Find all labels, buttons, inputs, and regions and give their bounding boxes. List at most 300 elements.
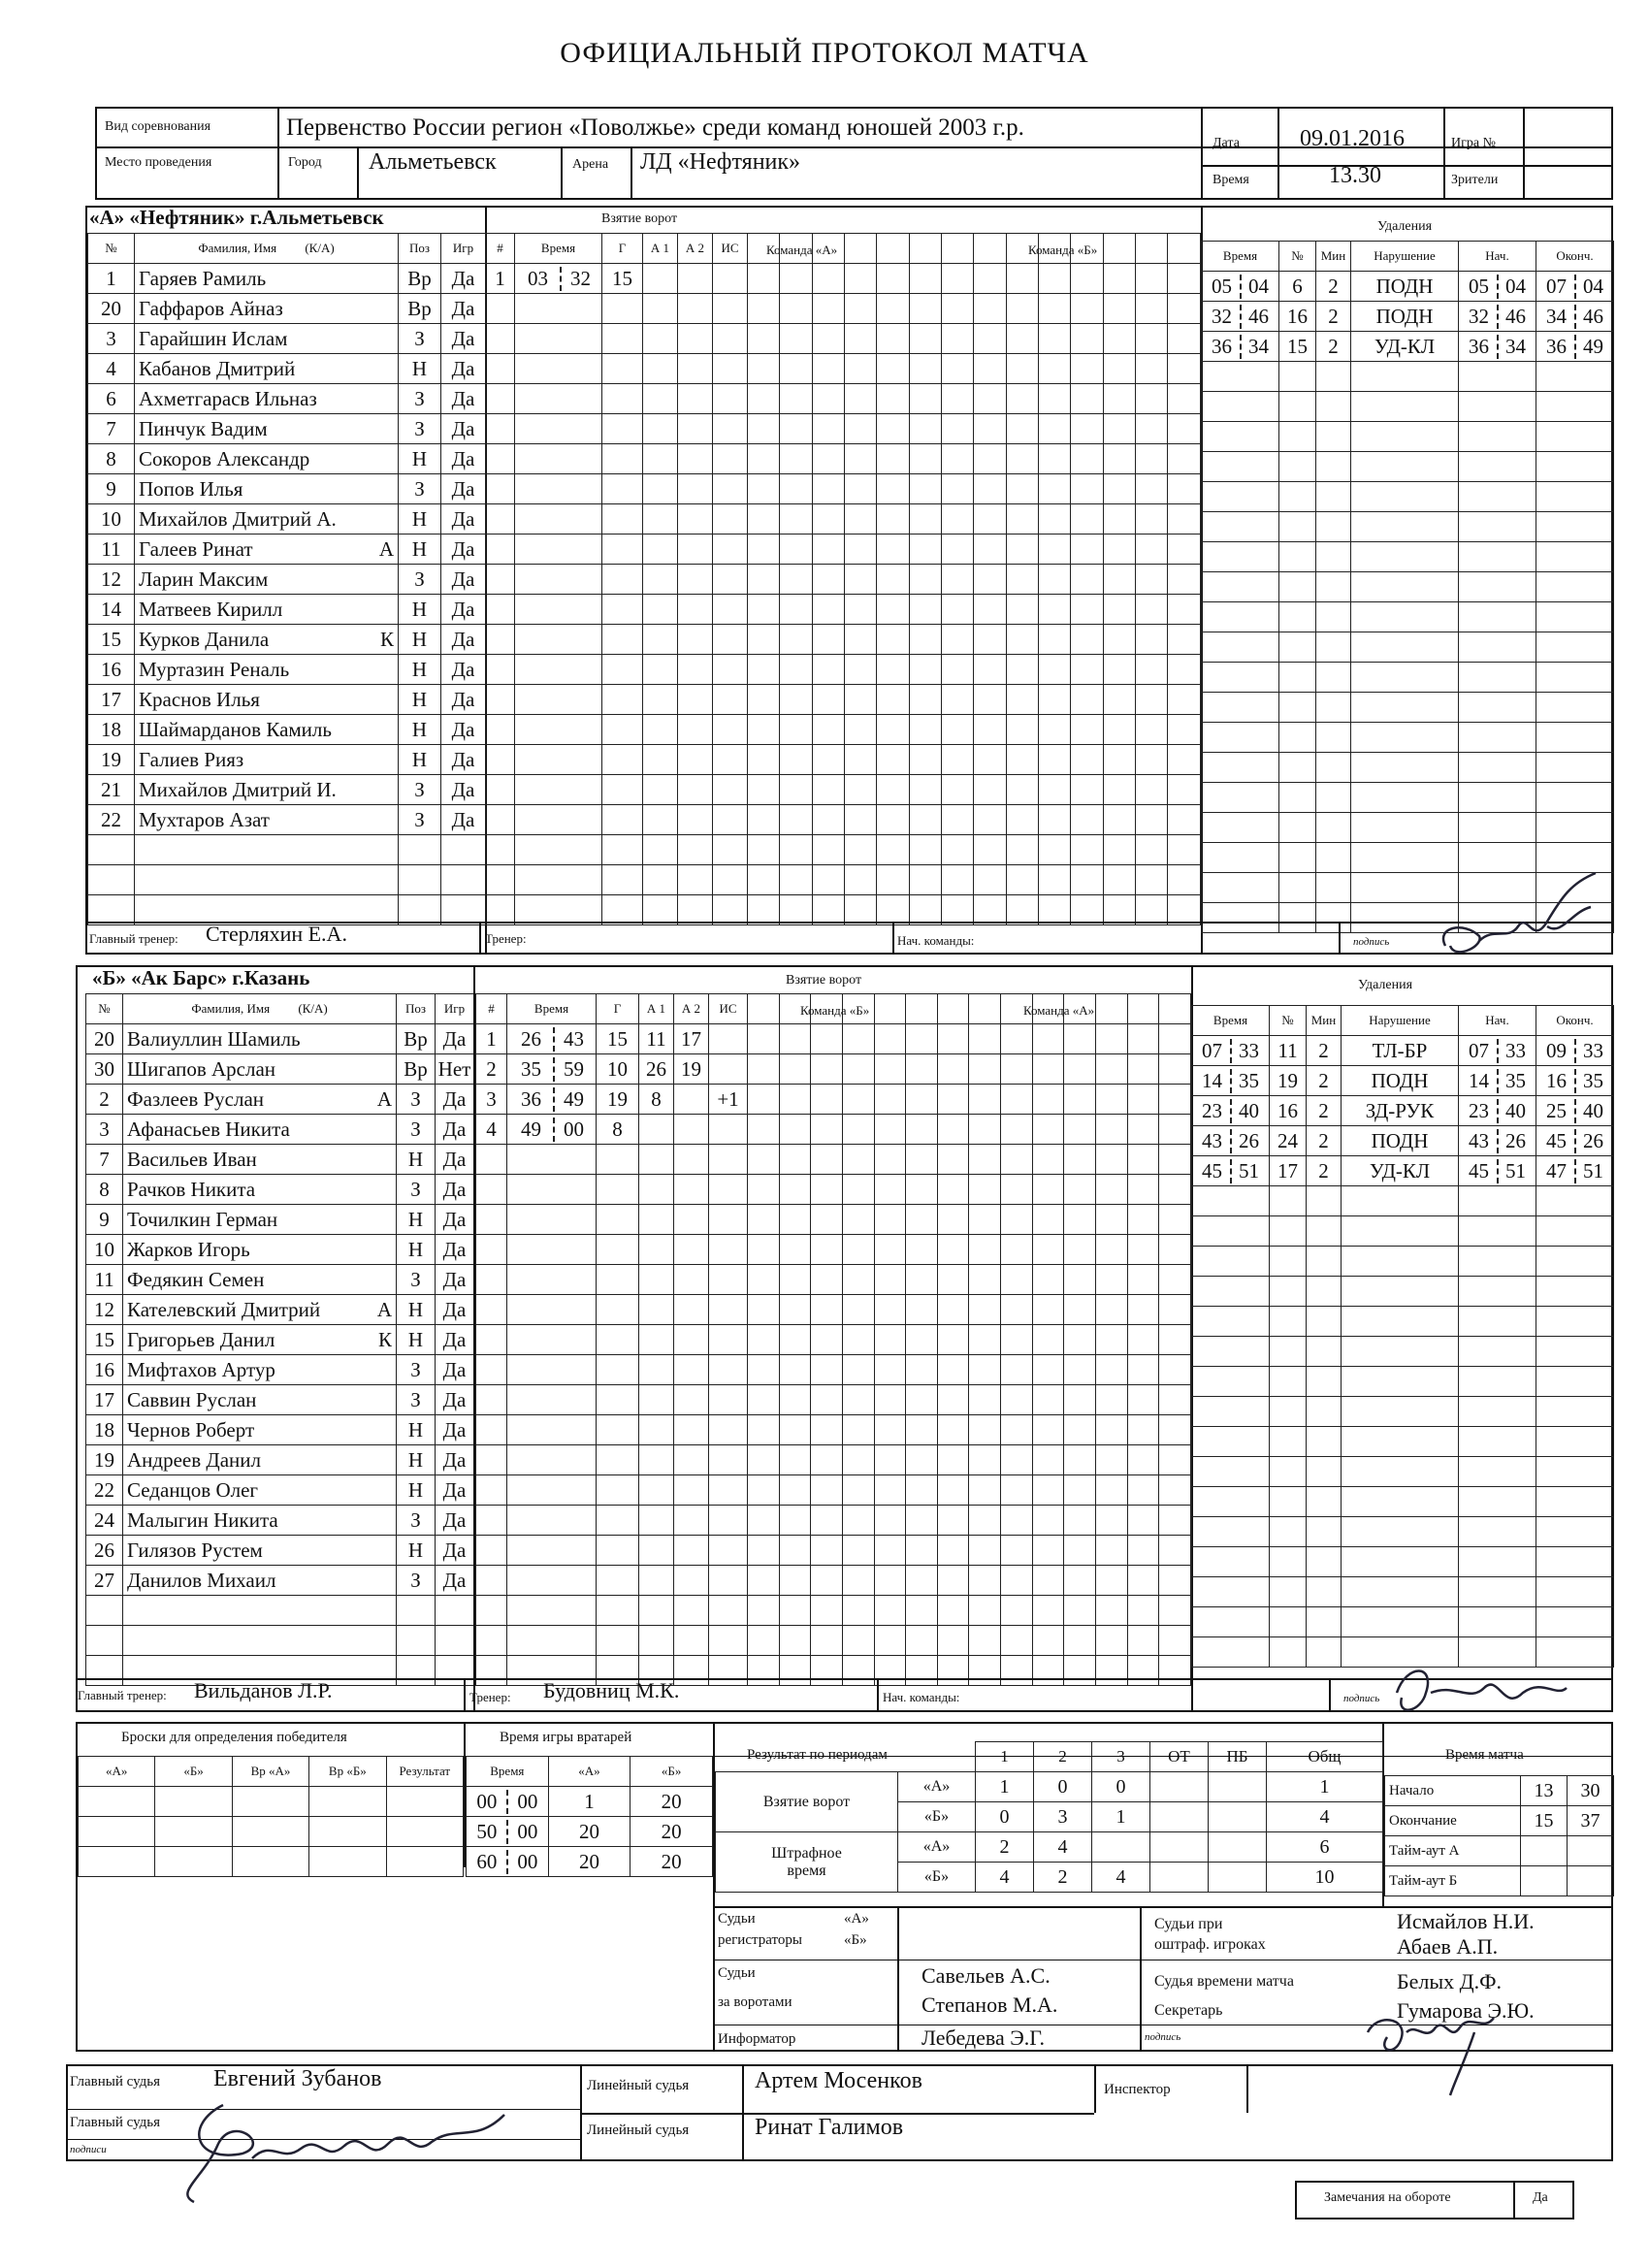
goal-mm <box>507 1536 597 1566</box>
penalty-row <box>1192 1277 1614 1307</box>
grid-row <box>748 354 1201 384</box>
player-name <box>123 1024 397 1054</box>
period-so <box>1209 1863 1267 1893</box>
goal-a1: 8 <box>639 1085 674 1115</box>
pen-min <box>1316 482 1351 512</box>
goal-a2 <box>678 535 713 565</box>
goal-a1: 11 <box>639 1024 674 1054</box>
penalty-row <box>1192 1607 1614 1637</box>
grid-cell <box>1071 474 1103 504</box>
grid-cell <box>1096 1626 1128 1656</box>
player-name <box>135 414 399 444</box>
pen-inf <box>1342 1457 1459 1487</box>
goal-row <box>476 1415 748 1445</box>
grid-cell <box>1032 1355 1064 1385</box>
pen-time <box>1192 1126 1270 1156</box>
goal-g <box>602 715 643 745</box>
goal-row <box>476 1626 748 1656</box>
grid-cell <box>811 1235 843 1265</box>
grid-cell <box>937 1475 969 1506</box>
grid-cell <box>1001 1355 1033 1385</box>
grid-cell <box>1032 1475 1064 1506</box>
pen-start <box>1459 572 1536 602</box>
goal-row <box>486 805 748 835</box>
goal-a2 <box>674 1475 709 1506</box>
grid-cell <box>812 444 844 474</box>
pen-inf <box>1351 753 1459 783</box>
player-name-text: Шигапов Арслан <box>127 1056 276 1081</box>
player-name-text: Мухтаров Азат <box>139 807 270 831</box>
grid-cell <box>748 264 780 294</box>
player-plays: Да <box>436 1415 474 1445</box>
grid-cell <box>1032 1235 1064 1265</box>
grid-cell <box>748 384 780 414</box>
grid-cell <box>906 1325 938 1355</box>
grid-cell <box>974 294 1006 324</box>
grid-cell <box>1168 354 1201 384</box>
grid-cell <box>1039 775 1071 805</box>
period-p3: 1 <box>1092 1802 1150 1832</box>
shootout-col: Результат <box>386 1757 463 1787</box>
goal-mm <box>515 595 602 625</box>
player-position: З <box>397 1265 436 1295</box>
grid-cell <box>1096 1265 1128 1295</box>
grid-cell <box>1096 1355 1128 1385</box>
pen-time <box>1192 1156 1270 1186</box>
grid-row <box>748 324 1201 354</box>
grid-cell <box>937 1024 969 1054</box>
goal-a1 <box>643 264 678 294</box>
player-name-text: Мифтахов Артур <box>127 1357 275 1381</box>
player-name <box>135 715 399 745</box>
pen-start <box>1459 1517 1536 1547</box>
player-name <box>135 745 399 775</box>
grid-cell <box>779 1475 811 1506</box>
goal-n <box>476 1325 507 1355</box>
pen-end-ss: 35 <box>1583 1068 1603 1092</box>
team-b-title: «Б» «Ак Барс» г.Казань <box>92 966 310 989</box>
goal-judge-1: Савельев А.С. <box>922 1963 1051 1988</box>
goal-g <box>597 1175 639 1205</box>
player-row <box>88 655 486 685</box>
pen-end <box>1536 482 1614 512</box>
pen-start <box>1459 1397 1536 1427</box>
pen-end <box>1536 1517 1614 1547</box>
grid-row <box>748 504 1201 535</box>
signatures-label: подписи <box>70 2144 107 2155</box>
grid-cell <box>1136 414 1168 444</box>
player-row <box>88 835 486 865</box>
grid-cell <box>942 414 974 444</box>
team-a-coach-label: Тренер: <box>485 931 527 946</box>
competition-value: Первенство России регион «Поволжье» среди команд юношей 2003 г.р. <box>286 114 1024 141</box>
grid-cell <box>1001 1054 1033 1085</box>
pen-inf <box>1351 542 1459 572</box>
pen-inf <box>1342 1367 1459 1397</box>
grid-row <box>748 1656 1191 1686</box>
informator-label: Информатор <box>718 2031 796 2047</box>
grid-cell <box>748 994 780 1024</box>
player-number <box>86 1596 123 1626</box>
penalty-row <box>1192 1427 1614 1457</box>
goal-a2 <box>678 745 713 775</box>
player-number: 15 <box>88 625 135 655</box>
grid-cell <box>812 805 844 835</box>
goal-is <box>713 805 748 835</box>
pen-start-ss: 51 <box>1505 1158 1526 1183</box>
goal-a2 <box>678 685 713 715</box>
player-position: Н <box>399 715 441 745</box>
period-p3: 4 <box>1092 1863 1150 1893</box>
period-so <box>1209 1832 1267 1863</box>
goal-mm <box>515 474 602 504</box>
player-name-text: Федякин Семен <box>127 1267 265 1291</box>
goal-is <box>709 1325 748 1355</box>
player-name <box>123 1415 397 1445</box>
grid-cell <box>906 1024 938 1054</box>
grid-cell <box>969 1596 1001 1626</box>
grid-cell <box>906 1656 938 1686</box>
player-number: 19 <box>88 745 135 775</box>
team-a-pen-title: Удаления <box>1377 219 1433 234</box>
goal-row <box>486 354 748 384</box>
grid-cell <box>974 625 1006 655</box>
spectators-label: Зрители <box>1451 173 1499 187</box>
penalty-row <box>1192 1547 1614 1577</box>
player-plays: Да <box>441 414 486 444</box>
grid-cell <box>1006 745 1038 775</box>
team-a-signature-label: подпись <box>1353 936 1390 948</box>
shootout-cell <box>232 1787 308 1817</box>
period-team: «Б» <box>898 1802 976 1832</box>
goal-g <box>597 1596 639 1626</box>
grid-cell <box>1032 1054 1064 1085</box>
grid-cell <box>1127 1596 1159 1626</box>
goal-a1 <box>639 1295 674 1325</box>
goal-is <box>709 1536 748 1566</box>
player-name <box>123 1385 397 1415</box>
player-row <box>88 625 486 655</box>
goal-g <box>602 565 643 595</box>
player-number: 4 <box>88 354 135 384</box>
pen-start-ss: 40 <box>1505 1098 1526 1122</box>
pen-time-mm: 45 <box>1195 1159 1232 1183</box>
grid-cell <box>748 1536 780 1566</box>
time-label: Время <box>1212 173 1249 187</box>
grid-cell <box>780 805 812 835</box>
grid-cell <box>748 1024 780 1054</box>
player-name <box>135 865 399 895</box>
goal-n <box>486 775 515 805</box>
pen-inf: ПОДН <box>1342 1126 1459 1156</box>
player-name-text: Пинчук Вадим <box>139 416 268 440</box>
goal-minutes: 36 <box>510 1087 555 1112</box>
pen-end <box>1536 693 1614 723</box>
grid-cell <box>1006 324 1038 354</box>
goal-g <box>602 805 643 835</box>
player-position: Н <box>399 595 441 625</box>
head-ref2-label: Главный судья <box>70 2115 161 2130</box>
grid-cell <box>1064 1355 1096 1385</box>
pen-start <box>1459 422 1536 452</box>
grid-cell <box>748 1295 780 1325</box>
grid-cell <box>937 1145 969 1175</box>
grid-cell <box>937 1265 969 1295</box>
pen-time <box>1192 1036 1270 1066</box>
pen-time <box>1202 843 1279 873</box>
player-position: Вр <box>397 1024 436 1054</box>
grid-cell <box>969 1085 1001 1115</box>
pen-num <box>1270 1607 1307 1637</box>
grid-cell <box>845 504 877 535</box>
grid-cell <box>812 745 844 775</box>
pen-num <box>1279 392 1316 422</box>
pen-time <box>1192 1427 1270 1457</box>
player-name-text: Матвеев Кирилл <box>139 597 283 621</box>
grid-row <box>748 655 1201 685</box>
player-plays <box>436 1656 474 1686</box>
goal-a1 <box>643 474 678 504</box>
pen-inf <box>1342 1307 1459 1337</box>
goal-mm <box>507 1295 597 1325</box>
grid-cell <box>1006 895 1038 925</box>
player-row <box>88 384 486 414</box>
grid-cell <box>942 715 974 745</box>
grid-cell <box>937 1536 969 1566</box>
pen-min: 2 <box>1316 272 1351 302</box>
goal-g <box>597 1536 639 1566</box>
grid-cell <box>906 1175 938 1205</box>
grid-cell <box>1039 625 1071 655</box>
goal-is <box>709 1506 748 1536</box>
pen-time-ss: 40 <box>1239 1098 1259 1122</box>
goal-is <box>713 565 748 595</box>
grid-cell <box>937 1205 969 1235</box>
pen-num: 15 <box>1279 332 1316 362</box>
grid-cell <box>1032 1295 1064 1325</box>
pen-end-mm: 34 <box>1539 305 1576 329</box>
goal-n <box>486 745 515 775</box>
pen-inf <box>1342 1607 1459 1637</box>
player-number: 22 <box>86 1475 123 1506</box>
player-number: 17 <box>86 1385 123 1415</box>
goal-a2 <box>678 324 713 354</box>
pen-inf <box>1351 813 1459 843</box>
goal-row <box>476 1566 748 1596</box>
player-name-text: Гаряев Рамиль <box>139 266 267 290</box>
player-name-text: Сокоров Александр <box>139 446 310 470</box>
grid-cell <box>1006 504 1038 535</box>
reg-a-label: «А» <box>844 1911 869 1927</box>
player-number: 3 <box>88 324 135 354</box>
player-position: Н <box>397 1235 436 1265</box>
linesman-2: Ринат Галимов <box>755 2115 904 2140</box>
grid-cell <box>942 324 974 354</box>
pen-min <box>1316 362 1351 392</box>
grid-cell <box>842 1596 874 1626</box>
goal-n <box>476 1265 507 1295</box>
grid-cell <box>909 775 941 805</box>
penbox-label2: оштраф. игроках <box>1154 1936 1266 1953</box>
grid-cell <box>1168 625 1201 655</box>
player-name <box>135 264 399 294</box>
player-position: Н <box>399 625 441 655</box>
goal-g <box>597 1355 639 1385</box>
pen-time <box>1192 1247 1270 1277</box>
grid-cell <box>937 1054 969 1085</box>
grid-cell <box>1064 1085 1096 1115</box>
pen-start-ss: 26 <box>1505 1128 1526 1152</box>
goal-minutes: 49 <box>510 1118 555 1142</box>
pen-start <box>1459 693 1536 723</box>
player-row <box>86 1626 474 1656</box>
goal-g: 10 <box>597 1054 639 1085</box>
gk-time <box>467 1817 549 1847</box>
grid-cell <box>1127 1295 1159 1325</box>
player-name-text: Чернов Роберт <box>127 1417 255 1442</box>
period-p3: 0 <box>1092 1772 1150 1802</box>
player-number: 14 <box>88 595 135 625</box>
goal-a2 <box>674 1355 709 1385</box>
grid-row <box>748 1054 1191 1085</box>
player-plays: Да <box>441 294 486 324</box>
goal-is <box>709 1566 748 1596</box>
player-name <box>135 384 399 414</box>
goal-mm <box>507 1024 597 1054</box>
goal-row <box>486 655 748 685</box>
goal-g <box>597 1235 639 1265</box>
grid-cell <box>1127 1054 1159 1085</box>
grid-cell <box>811 1506 843 1536</box>
grid-cell <box>1127 1235 1159 1265</box>
goal-mm <box>507 1265 597 1295</box>
pen-start <box>1459 813 1536 843</box>
grid-cell <box>1159 1235 1191 1265</box>
goal-g <box>602 625 643 655</box>
goal-mm <box>515 835 602 865</box>
grid-cell <box>877 324 909 354</box>
pen-time <box>1192 1397 1270 1427</box>
period-team: «А» <box>898 1772 976 1802</box>
grid-cell <box>969 1656 1001 1686</box>
gk-col: «Б» <box>630 1757 713 1787</box>
grid-cell <box>812 685 844 715</box>
grid-cell <box>811 1385 843 1415</box>
grid-cell <box>812 535 844 565</box>
goal-is <box>713 264 748 294</box>
time-value: 13.30 <box>1329 163 1381 188</box>
pen-min <box>1316 392 1351 422</box>
grid-cell <box>942 294 974 324</box>
grid-cell <box>909 474 941 504</box>
goal-row <box>476 1355 748 1385</box>
grid-cell <box>1064 1265 1096 1295</box>
goal-is <box>709 1024 748 1054</box>
grid-cell <box>842 1205 874 1235</box>
goal-row <box>486 444 748 474</box>
grid-cell <box>1064 1506 1096 1536</box>
grid-cell <box>1168 655 1201 685</box>
goal-row <box>486 535 748 565</box>
grid-row <box>748 1626 1191 1656</box>
goal-a2 <box>678 895 713 925</box>
pen-end-mm: 45 <box>1539 1129 1576 1153</box>
grid-cell <box>1168 294 1201 324</box>
goal-g <box>602 865 643 895</box>
grid-cell <box>909 414 941 444</box>
grid-cell <box>780 565 812 595</box>
grid-cell <box>1136 384 1168 414</box>
player-name-text: Данилов Михаил <box>127 1568 276 1592</box>
grid-cell <box>937 1235 969 1265</box>
grid-cell <box>937 1445 969 1475</box>
grid-cell <box>1168 805 1201 835</box>
goal-is: +1 <box>709 1085 748 1115</box>
grid-cell <box>1136 474 1168 504</box>
grid-cell <box>1071 745 1103 775</box>
grid-cell <box>1159 1145 1191 1175</box>
pen-time-ss: 34 <box>1248 334 1269 358</box>
team-b-head-coach-label: Главный тренер: <box>78 1688 167 1702</box>
grid-cell <box>906 1475 938 1506</box>
grid-cell <box>779 1656 811 1686</box>
player-row <box>86 1054 474 1085</box>
grid-row <box>748 625 1201 655</box>
grid-cell <box>845 354 877 384</box>
goal-g <box>602 414 643 444</box>
grid-cell <box>937 1506 969 1536</box>
penalty-row <box>1192 1066 1614 1096</box>
player-plays: Да <box>441 474 486 504</box>
penalty-row <box>1202 392 1614 422</box>
pen-start-mm: 45 <box>1462 1159 1499 1183</box>
grid-row <box>748 1024 1191 1054</box>
pen-num: 11 <box>1270 1036 1307 1066</box>
grid-cell <box>1159 1475 1191 1506</box>
goal-a2 <box>674 1175 709 1205</box>
grid-cell <box>1039 715 1071 745</box>
pen-time <box>1192 1367 1270 1397</box>
pen-end <box>1536 1577 1614 1607</box>
grid-cell <box>812 504 844 535</box>
player-plays: Да <box>436 1566 474 1596</box>
gk-a: 20 <box>548 1847 630 1877</box>
grid-cell <box>1006 865 1038 895</box>
pen-start <box>1459 542 1536 572</box>
grid-cell <box>877 535 909 565</box>
pen-min <box>1307 1216 1342 1247</box>
pen-time <box>1192 1307 1270 1337</box>
goal-a1 <box>643 865 678 895</box>
penbox-1: Исмайлов Н.И. <box>1397 1909 1535 1933</box>
grid-cell <box>1032 1085 1064 1115</box>
goal-g <box>602 595 643 625</box>
reg-b-label: «Б» <box>844 1932 867 1948</box>
grid-cell <box>877 444 909 474</box>
goal-row <box>476 1596 748 1626</box>
grid-cell <box>909 655 941 685</box>
grid-cell <box>974 384 1006 414</box>
goal-n <box>486 324 515 354</box>
grid-cell <box>874 1205 906 1235</box>
pen-min <box>1316 903 1351 933</box>
pen-min <box>1316 512 1351 542</box>
player-role: К <box>377 1327 392 1351</box>
pen-end <box>1536 723 1614 753</box>
grid-row <box>748 865 1201 895</box>
pen-end-mm: 47 <box>1539 1159 1576 1183</box>
grid-cell <box>877 805 909 835</box>
